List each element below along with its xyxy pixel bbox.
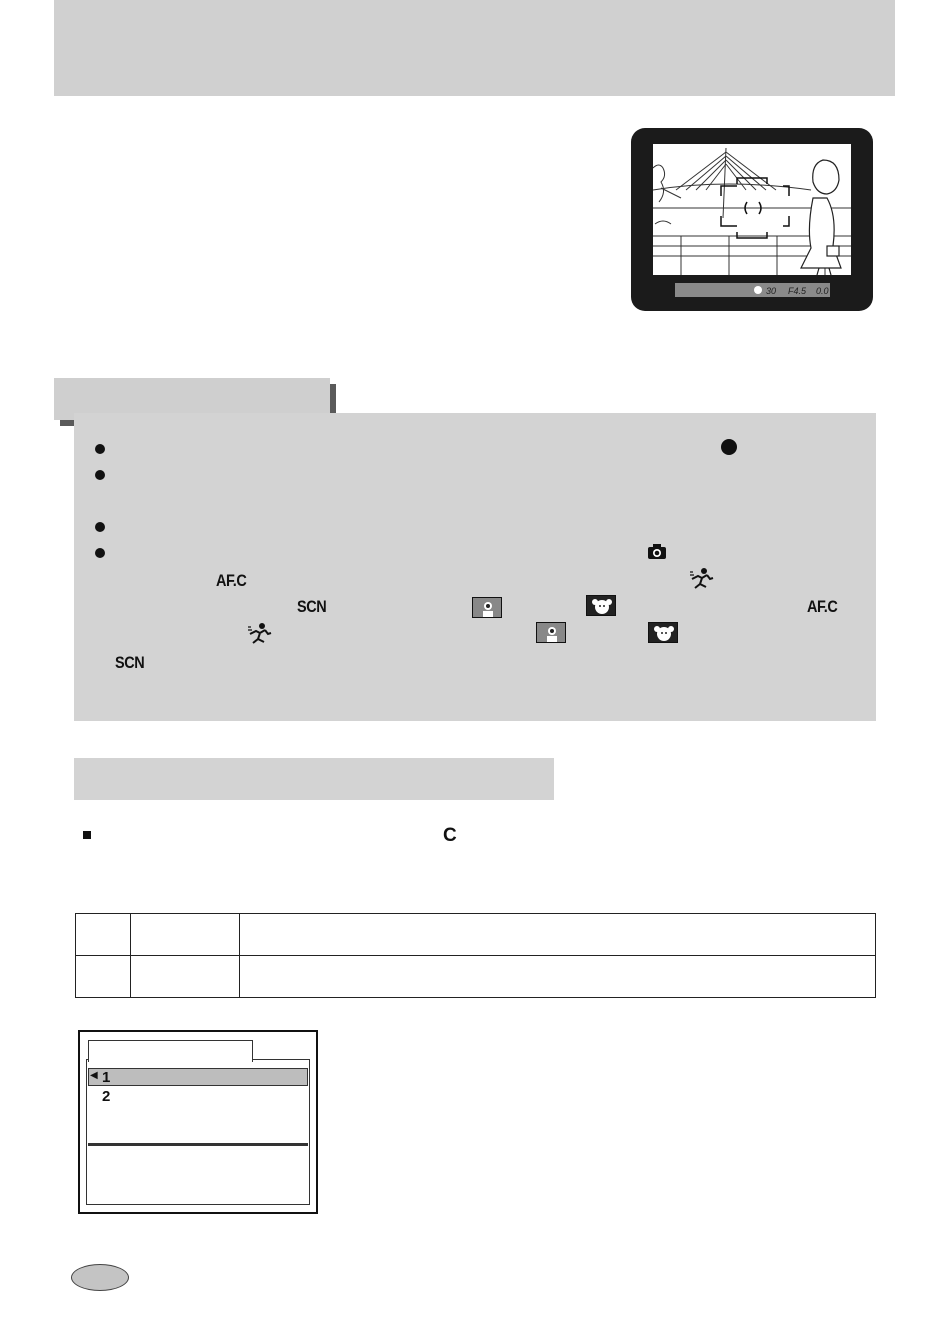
table-cell — [240, 956, 876, 998]
scene-mode-label: SCN — [297, 597, 327, 616]
sports-mode-icon — [690, 567, 714, 589]
viewfinder-aperture-readout: F4.5 — [788, 286, 807, 296]
menu-item-2[interactable]: 2 — [102, 1088, 111, 1105]
bullet-dot-icon — [95, 444, 105, 454]
menu-divider — [88, 1143, 308, 1146]
bullet-dot-icon — [95, 548, 105, 558]
info-box — [74, 413, 876, 721]
menu-item-selected[interactable] — [88, 1068, 308, 1086]
viewfinder-ev-readout: 0.0 — [816, 286, 829, 296]
portrait-mode-icon — [472, 597, 502, 618]
bullet-dot-icon — [95, 522, 105, 532]
viewfinder-illustration — [631, 128, 873, 311]
menu-item-1[interactable]: 1 — [102, 1069, 111, 1086]
af-continuous-label: AF.C — [216, 571, 247, 590]
table-cell — [240, 914, 876, 956]
selection-arrow-icon: ◀ — [90, 1070, 98, 1081]
page-number-badge — [71, 1264, 129, 1291]
viewfinder-shutter-readout: 30 — [766, 286, 777, 296]
children-mode-icon — [648, 622, 678, 643]
section-heading-bar — [74, 758, 554, 800]
menu-tab[interactable] — [88, 1040, 253, 1062]
page-header-band — [54, 0, 895, 96]
table-row — [76, 914, 876, 956]
af-continuous-label: AF.C — [807, 597, 838, 616]
sports-mode-icon — [248, 622, 272, 644]
custom-button-letter: C — [443, 825, 457, 846]
camera-icon — [648, 544, 666, 559]
focus-indicator-dot-icon — [721, 439, 737, 455]
settings-table — [75, 913, 876, 998]
viewfinder-scene — [631, 128, 873, 311]
children-mode-icon — [586, 595, 616, 616]
table-row — [76, 956, 876, 998]
bullet-dot-icon — [95, 470, 105, 480]
scene-mode-label: SCN — [115, 653, 145, 672]
focus-confirm-dot — [754, 286, 762, 294]
table-cell — [76, 956, 131, 998]
portrait-mode-icon — [536, 622, 566, 643]
table-cell — [131, 956, 240, 998]
table-cell — [76, 914, 131, 956]
square-bullet-icon — [83, 831, 91, 839]
table-cell — [131, 914, 240, 956]
